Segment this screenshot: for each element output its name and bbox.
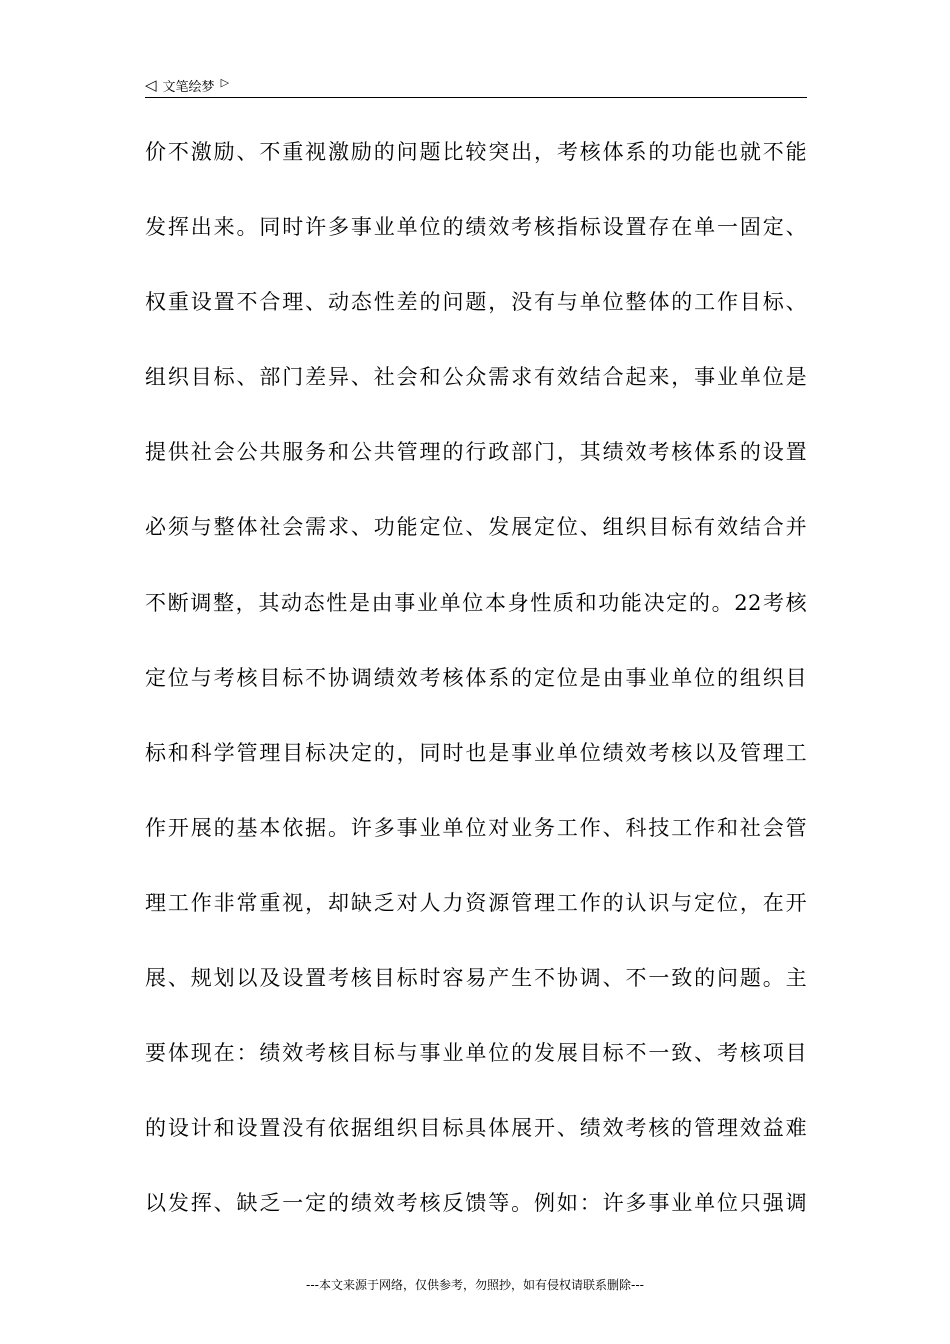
text-line: 要体现在：绩效考核目标与事业单位的发展目标不一致、考核项目 (145, 1041, 807, 1066)
right-triangle-icon: ▷ (220, 75, 230, 89)
document-body (145, 128, 807, 1254)
text-line: 必须与整体社会需求、功能定位、发展定位、组织目标有效结合并 (145, 515, 807, 540)
left-triangle-icon: ◁ (145, 75, 157, 94)
header-divider (145, 97, 807, 98)
page-header (145, 72, 807, 98)
text-line: 标和科学管理目标决定的，同时也是事业单位绩效考核以及管理工 (145, 740, 807, 765)
text-line: 发挥出来。同时许多事业单位的绩效考核指标设置存在单一固定、 (145, 215, 807, 240)
text-line: 提供社会公共服务和公共管理的行政部门，其绩效考核体系的设置 (145, 440, 807, 465)
page-footer: ---本文来源于网络，仅供参考，勿照抄，如有侵权请联系删除--- (306, 1278, 644, 1292)
text-line: 以发挥、缺乏一定的绩效考核反馈等。例如：许多事业单位只强调 (145, 1191, 807, 1216)
text-line: 定位与考核目标不协调绩效考核体系的定位是由事业单位的组织目 (145, 665, 807, 690)
text-line: 权重设置不合理、动态性差的问题，没有与单位整体的工作目标、 (145, 290, 807, 315)
text-line: 作开展的基本依据。许多事业单位对业务工作、科技工作和社会管 (145, 815, 807, 840)
text-line: 组织目标、部门差异、社会和公众需求有效结合起来，事业单位是 (145, 365, 807, 390)
text-line: 理工作非常重视，却缺乏对人力资源管理工作的认识与定位，在开 (145, 890, 807, 915)
header-title: 文笔绘梦 (162, 79, 215, 95)
text-line: 的设计和设置没有依据组织目标具体展开、绩效考核的管理效益难 (145, 1116, 807, 1141)
text-line: 价不激励、不重视激励的问题比较突出，考核体系的功能也就不能 (145, 140, 807, 164)
text-line: 不断调整，其动态性是由事业单位本身性质和功能决定的。22考核 (145, 590, 807, 615)
text-line: 展、规划以及设置考核目标时容易产生不协调、不一致的问题。主 (145, 966, 807, 991)
